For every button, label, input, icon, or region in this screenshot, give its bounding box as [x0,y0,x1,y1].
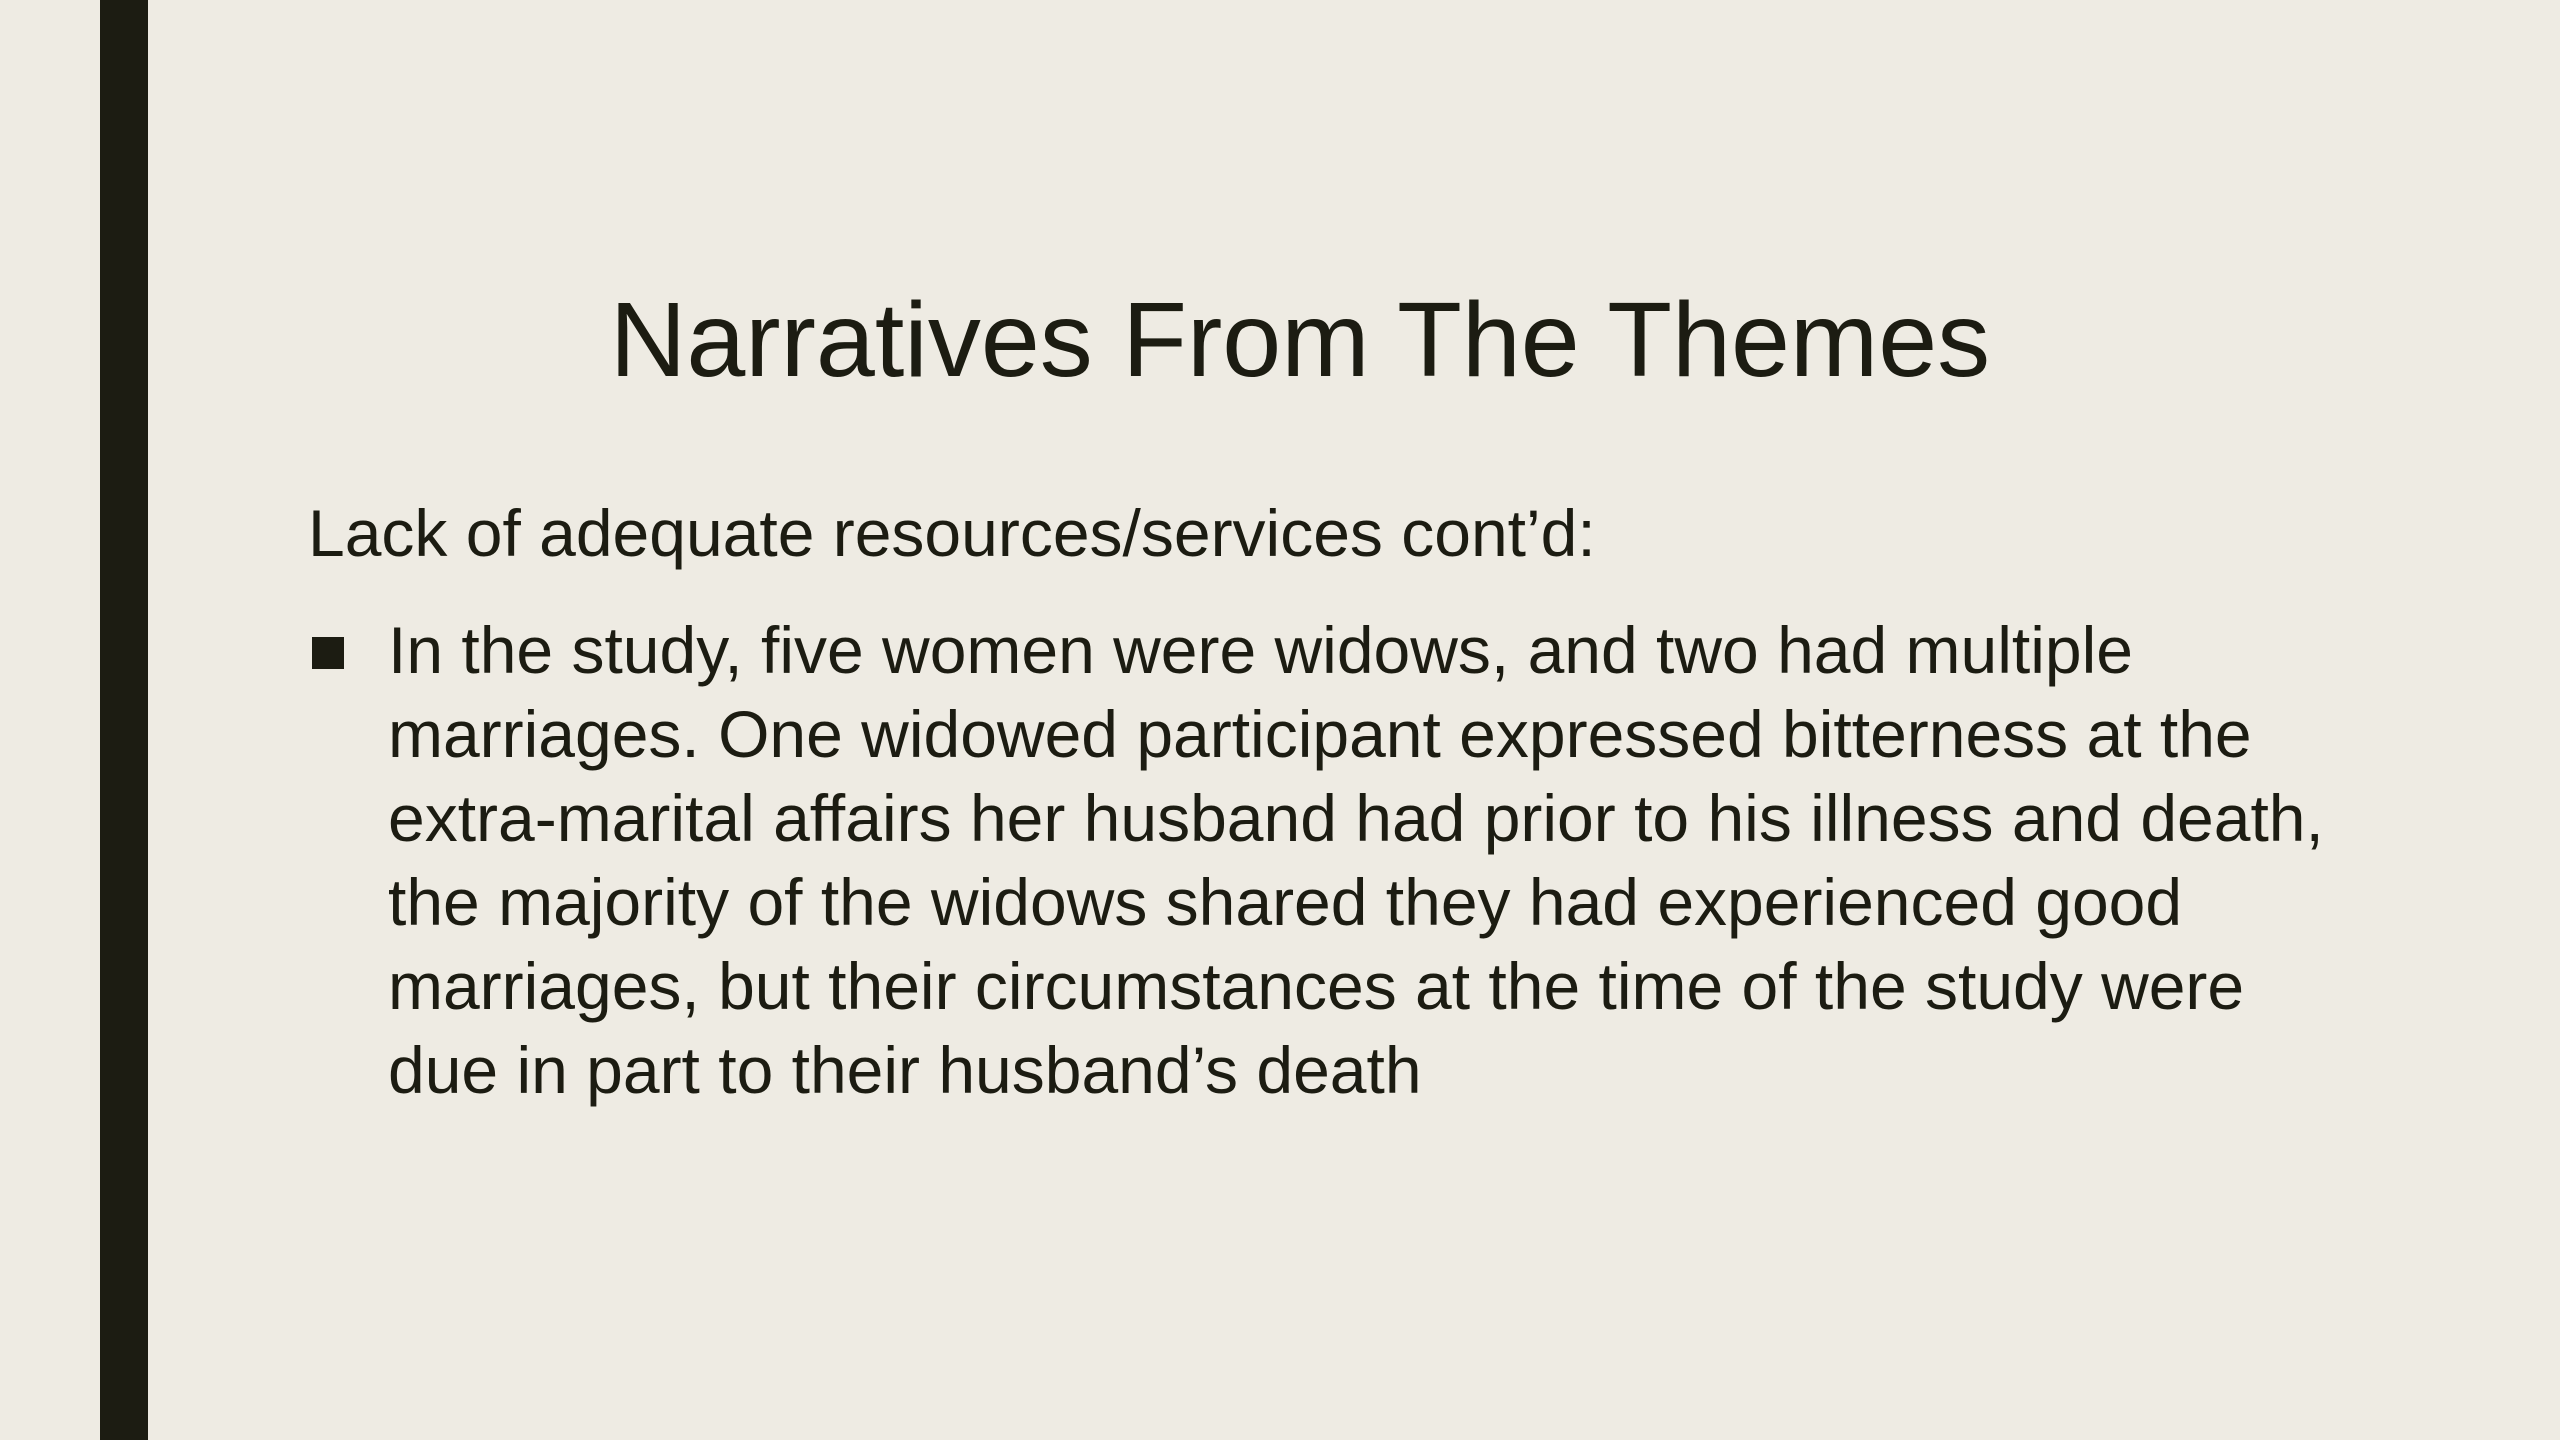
square-bullet-icon [312,637,344,669]
bullet-text: In the study, five women were widows, and two had multiple marriages. One widowed participant expressed bitterness at the extra-marital affairs her husband had prior to his illness and death, the majority of the widows shared they had experienced good marriages, but their circumstances at the time of the study were due in part to their husband’s death [388,613,2324,1107]
slide-subheading: Lack of adequate resources/services cont’d: [308,496,1596,570]
bullet-list [308,608,2328,1112]
bullet-item [308,608,2328,1112]
accent-bar [100,0,148,1440]
slide-title: Narratives From The Themes [609,281,1991,399]
